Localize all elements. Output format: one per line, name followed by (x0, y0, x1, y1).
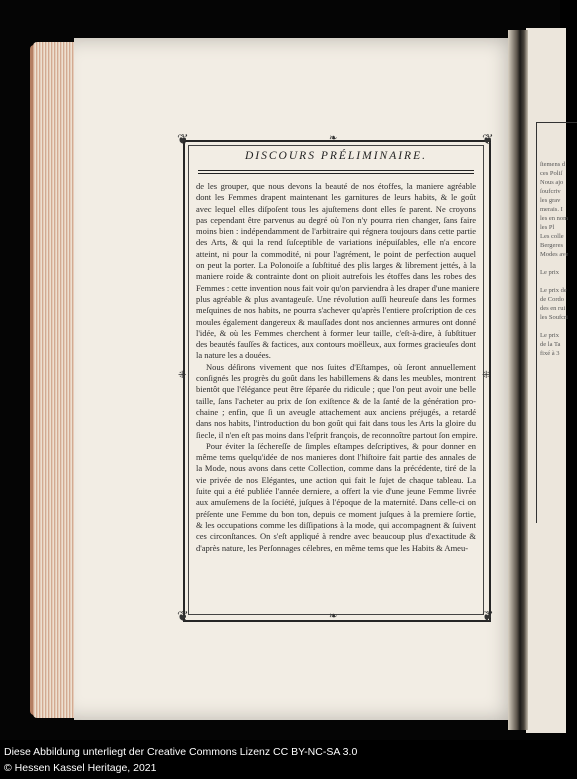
text-line: moules également dangereux & mauſſades dont nos anciennes armures ont donné (196, 316, 476, 327)
right-page-line: ces Poliſ (540, 170, 563, 177)
right-page-text (540, 160, 569, 460)
text-line: de les grouper, que nous devons la beauté de nos étoffes, la maniere agréable (196, 181, 476, 191)
text-line: l'idée, & où les Femmes cherchent à former leur taille, c'eſt-à-dire, à ſubſtituer (196, 327, 476, 338)
right-page-line: Bergeres (540, 242, 563, 249)
right-page-line (540, 259, 564, 268)
text-line: Nous déſirons vivement que nos ſuites d'Eſtampes, où ſeront annuellement (206, 361, 476, 372)
text-line: vie privée de nos Elégantes, une action qui fait le ſujet de chaque tableau. La (196, 474, 476, 485)
text-line: ſiecle, il n'en eſt pas moins dans l'eſprit françois, de reconnoître partout ſon empire. (196, 429, 478, 440)
text-line: aux amuſemens de la ſociété, juſques à l'époque de la maternité. Dans celle-ci on (196, 497, 476, 508)
text-line: moins bien : indépendamment de l'arbitraire qui régnera toujours dans cette partie (196, 226, 476, 237)
text-line: conſignés les progrès du goût dans les habillemens & dans les meubles, montrent (196, 373, 476, 384)
right-page-line: merais. I (540, 206, 563, 213)
right-page-line: Modes ave (540, 251, 569, 258)
text-line: même tems quelqu'idée de nos manieres dont l'hiſtoire fait partie des annales de (196, 452, 476, 463)
frame-right-ornament: ⁜ (482, 370, 491, 381)
text-line: pas cependant être parvenus au degré où l'on n'y pourra rien changer, ſans faire (196, 214, 476, 225)
right-page-line: Les colle (540, 233, 564, 240)
header-rule (198, 170, 474, 174)
text-line: plus agréable & plus avantageuſe. Une révolution auſſi heureuſe dans les formes (196, 293, 476, 304)
text-line: bientôt que l'élégance peut être ſéparée du ridicule ; que l'on peut avoir une belle (196, 384, 476, 395)
right-page-line: Le prix de (540, 287, 567, 294)
text-line: Pour éviter la ſéchereſſe de ſimples eſtampes deſcriptives, & pour donner en (206, 440, 476, 451)
text-line: atteint, ni pour la commodité, ni pour l'agrément, le point de perfection auquel (196, 248, 476, 259)
right-page-line: Le prix (540, 332, 559, 339)
text-line: dans nos habits, l'introduction du bon goût qui fait dans tous les Arts la gloire du (196, 418, 476, 429)
frame-top-ornament: ❧ (329, 133, 338, 144)
right-page-line: les grav (540, 197, 561, 204)
right-page-line: de la Ta (540, 341, 561, 348)
frame-corner-ornament: ❦ (482, 133, 494, 148)
frame-corner-ornament: ❦ (482, 610, 494, 625)
text-line: ces circonſtances. On s'eſt appliqué à rendre avec beaucoup plus d'exactitude & (196, 531, 476, 542)
text-line: on peut la porter. La Polonoiſe a ſubſtitué des plis larges & librement jettés, à la (196, 260, 476, 271)
right-page-line: Nous ajo (540, 179, 564, 186)
text-line: maniere roide & contrainte dont on plioit autrefois les étoffes dans les robes des (196, 271, 476, 282)
frame-left-ornament: ⁜ (178, 370, 187, 381)
right-page-line: ſtemens d (540, 161, 566, 168)
frame-corner-ornament: ❦ (177, 610, 189, 625)
right-page-line (540, 322, 564, 331)
text-line: meſquines de nos habits, ne pourra s'achever qu'après l'entiere proſcription de ces (196, 305, 476, 316)
right-page-line: les Soufcri (540, 314, 568, 321)
text-line: préſente une Femme du bon ton, depuis ce moment juſques à la premiere ſortie, (196, 508, 476, 519)
text-line: ſuite qui a été publiée l'année derniere, a offert la vie d'une jeune Femme livrée (196, 486, 476, 497)
frame-corner-ornament: ❦ (177, 133, 189, 148)
text-line: d'après nature, les Perſonnages célebres, en même tems que les Habits & Ameu- (196, 542, 469, 553)
text-line: dont les Femmes drapent maintenant les garnitures de leurs habits, & le goût (196, 192, 476, 203)
text-line: taille, ſans l'acheter au prix de ſon exiſtence & de la ſanté de la génération pro- (196, 395, 476, 406)
right-page-line: les Pl (540, 224, 555, 231)
body-text (196, 181, 480, 554)
text-line: la Mode, nous avons dans cette Collection, comme dans la précédente, tiré de la (196, 463, 476, 474)
copyright-caption: © Hessen Kassel Heritage, 2021 (4, 762, 157, 774)
right-page-line: de Cordo (540, 296, 565, 303)
text-line: des beautés fauſſes & factices, aux contours moëlleux, aux formes gracieuſes dont (196, 339, 476, 350)
text-line: & les occupations comme les diſſipations à la mode, qui accompagnent & ſuivent (196, 519, 476, 530)
book-gutter (508, 30, 528, 730)
right-page-line: ſoufcriv (540, 188, 561, 195)
text-line: avec lequel elles diſpoſent tous les ajuſtemens dont elles ſe parent. Ne croyons (196, 203, 476, 214)
text-line: la nature les a douées. (196, 350, 271, 361)
right-page-line (540, 277, 564, 286)
text-line: chaine ; enfin, que ſi un aveugle attachement aux anciens préjugés, a retardé (196, 406, 476, 417)
license-caption: Diese Abbildung unterliegt der Creative Commons Lizenz CC BY-NC-SA 3.0 (4, 746, 358, 758)
frame-bottom-ornament: ❧ (329, 611, 338, 622)
right-page-line: Le prix (540, 269, 559, 276)
right-page-line: fixé à 3 (540, 350, 560, 357)
right-page-line: les en nom (540, 215, 569, 222)
text-line: des Arts, & qui la rend ſuſceptible de variations inépuiſables, elle n'a encore (196, 237, 476, 248)
right-page-line: des en rui (540, 305, 566, 312)
text-line: Femmes : cette invention nous fait voir qu'on parviendra à les draper d'une maniere (196, 282, 480, 293)
page-header: DISCOURS PRÉLIMINAIRE. (245, 150, 427, 162)
